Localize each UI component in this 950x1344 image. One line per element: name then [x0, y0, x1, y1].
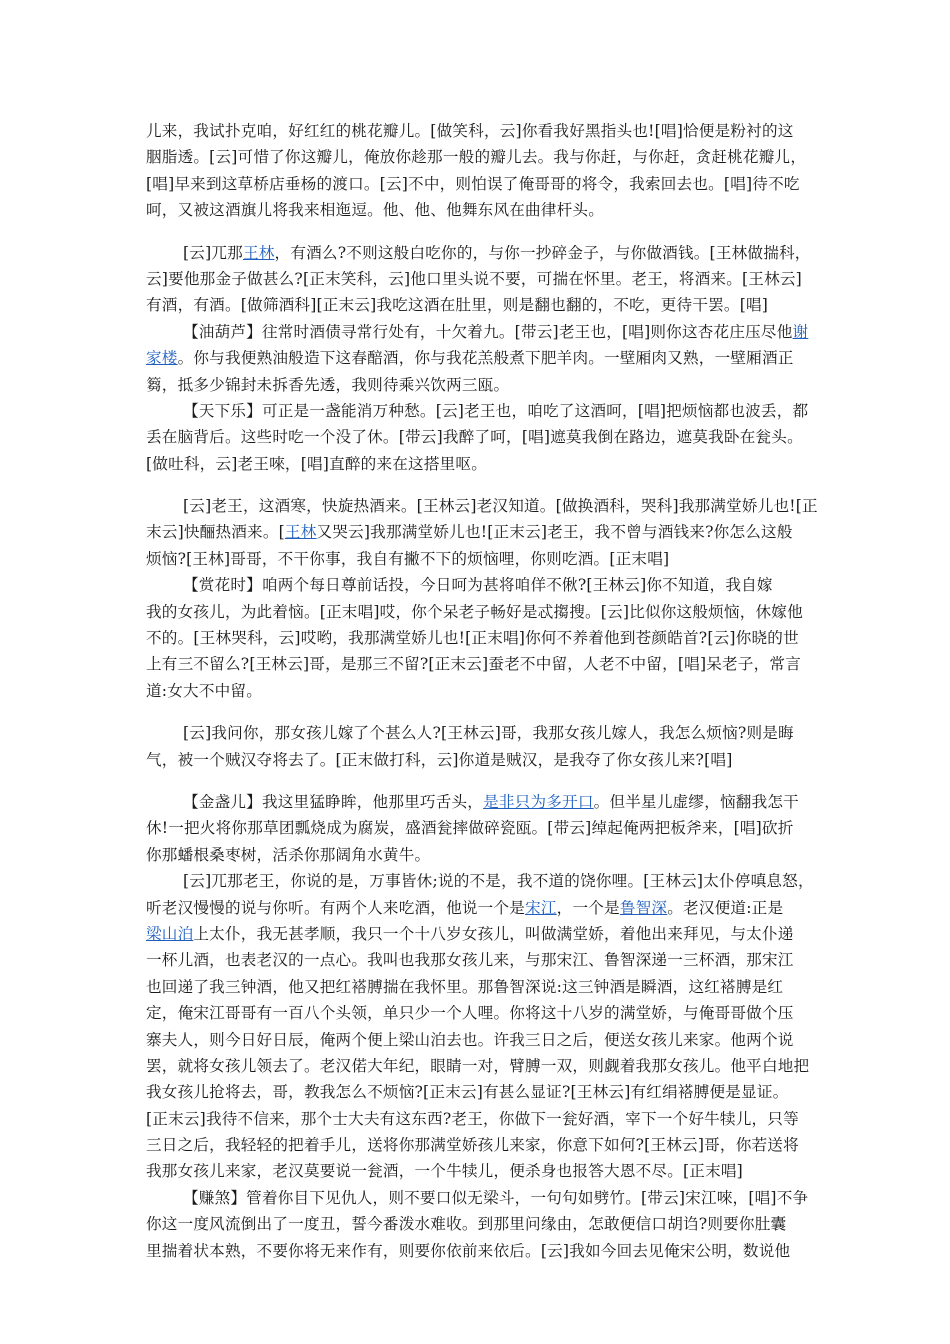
text-run: 道:女大不中留。	[146, 681, 263, 700]
text-run: 又哭云]我那满堂娇儿也![正末云]老王，我不曾与酒钱来?你怎么这般	[316, 523, 793, 542]
paragraph	[146, 398, 816, 477]
text-line	[146, 678, 816, 704]
text-run: 上有三不留么?[王林云]哥，是那三不留?[正末云]蚕老不中留，人老不中留，[唱]呆老子，常言	[146, 655, 801, 674]
hyperlink[interactable]: 宋江	[525, 898, 557, 917]
text-line	[146, 493, 816, 519]
text-line	[146, 292, 816, 318]
text-line	[146, 519, 816, 545]
text-line	[146, 398, 816, 424]
text-run: 你这一度风流倒出了一度丑，誓今番泼水难收。到那里问缘由，怎敢便信口胡诌?则要你肚囊	[146, 1215, 787, 1234]
text-run: 不的。[王林哭科，云]哎哟，我那满堂娇儿也![正末唱]你何不养着他到苍颜皓首?[云]你晓的世	[146, 629, 799, 648]
text-line	[146, 747, 816, 773]
text-line	[146, 651, 816, 677]
text-line	[146, 546, 816, 572]
text-run: [唱]早来到这草桥店垂杨的渡口。[云]不中，则怕误了俺哥哥的将令，我索回去也。[唱]待不吃	[146, 174, 800, 193]
text-line	[146, 789, 816, 815]
text-run: 里揣着状本熟，不要你将无来作有，则要你依前来依后。[云]我如今回去见俺宋公明，数说他	[146, 1241, 791, 1260]
hyperlink[interactable]: 王林	[284, 523, 317, 542]
text-line	[146, 1158, 816, 1184]
text-line	[146, 118, 816, 144]
paragraph-gap	[146, 773, 816, 789]
text-line	[146, 720, 816, 746]
text-line	[146, 842, 816, 868]
text-line	[146, 868, 816, 894]
text-run: 【金盏儿】我这里猛睁眸，他那里巧舌头，	[183, 792, 484, 811]
text-run: 。但半星儿虚缪，恼翻我怎干	[593, 792, 799, 811]
text-line	[146, 572, 816, 598]
text-run: 胭脂透。[云]可惜了你这瓣儿，俺放你趁那一般的瓣儿去。我与你赶，与你赶，贪赶桃花瓣儿，	[146, 148, 807, 167]
text-line	[146, 1185, 816, 1211]
text-run: 儿来，我试扑克咱，好红红的桃花瓣儿。[做笑科，云]你看我好黑指头也![唱]恰便是粉衬的这	[146, 122, 794, 140]
text-run: ，一个是	[556, 898, 620, 917]
text-line	[146, 1238, 816, 1264]
text-run: 呵，又被这酒旗儿将我来相迤逗。他、他、他舞东风在曲律杆头。	[146, 201, 605, 220]
text-line	[146, 319, 816, 345]
text-run: [正末云]我待不信来，那个士大夫有这东西?老王，你做下一瓮好酒，宰下一个好牛犊儿，只等	[146, 1109, 799, 1128]
text-run: 。你与我便熟油般造下这春醅酒，你与我花羔般煮下肥羊肉。一壁厢肉又熟，一壁厢酒正	[177, 349, 794, 368]
text-run: [云]兀那老王，你说的是，万事皆休;说的不是，我不道的饶你哩。[王林云]太仆停嗔息怒，	[183, 872, 814, 891]
text-run: 我的女孩儿，为此着恼。[正末唱]哎，你个呆老子畅好是忒搊搜。[云]比似你这般烦恼，休嫁他	[146, 602, 803, 621]
hyperlink[interactable]: 谢	[792, 322, 809, 341]
text-line	[146, 1000, 816, 1026]
text-line	[146, 144, 816, 170]
text-line	[146, 1053, 816, 1079]
document-page	[146, 118, 816, 1264]
text-line	[146, 1211, 816, 1237]
text-line	[146, 815, 816, 841]
text-run: 篘，抵多少锦封未拆香先透，我则待乘兴饮两三瓯。	[146, 375, 510, 394]
paragraph	[146, 868, 816, 1185]
paragraph	[146, 572, 816, 704]
text-line	[146, 947, 816, 973]
text-run: 末云]快酾热酒来。[	[146, 523, 285, 542]
paragraph	[146, 493, 816, 572]
text-run: 你那蟠根桑枣树，活杀你那阔角水黄牛。	[146, 845, 431, 864]
text-run: [云]我问你，那女孩儿嫁了个甚么人?[王林云]哥，我那女孩儿嫁人，我怎么烦恼?则是晦	[183, 724, 794, 743]
text-run: 。老汉便道:正是	[667, 898, 784, 917]
text-line	[146, 1079, 816, 1105]
text-run: 休!一把火将你那草团瓢烧成为腐炭，盛酒瓮摔做碎瓷瓯。[带云]绰起俺两把板斧来，[唱]砍折	[146, 819, 794, 838]
text-line	[146, 266, 816, 292]
hyperlink[interactable]: 王林	[242, 243, 275, 262]
text-line	[146, 372, 816, 398]
text-run: 气，被一个贼汉夺将去了。[正末做打科，云]你道是贼汉，是我夺了你女孩儿来?[唱]	[146, 750, 733, 769]
text-line	[146, 197, 816, 223]
text-line	[146, 171, 816, 197]
text-line	[146, 1027, 816, 1053]
text-line	[146, 1106, 816, 1132]
paragraph	[146, 789, 816, 868]
text-run: 也回递了我三钟酒，他又把红褡膊揣在我怀里。那鲁智深说:这三钟酒是瞬酒，这红褡膊是红	[146, 977, 784, 996]
paragraph	[146, 319, 816, 398]
text-run: 烦恼?[王林]哥哥，不干你事，我自有撇不下的烦恼哩，你则吃酒。[正末唱]	[146, 549, 670, 568]
text-line	[146, 1132, 816, 1158]
text-line	[146, 921, 816, 947]
text-run: 我女孩儿抢将去，哥，教我怎么不烦恼?[正末云]有甚么显证?[王林云]有红绢褡膊便是显证。	[146, 1083, 789, 1102]
text-run: ，有酒么?不则这般白吃你的，与你一抄碎金子，与你做酒钱。[王林做揣科，	[274, 243, 811, 262]
hyperlink[interactable]: 是非只为多开口	[483, 792, 594, 811]
text-line	[146, 625, 816, 651]
text-run: 【天下乐】可正是一盏能消万种愁。[云]老王也，咱吃了这酒呵，[唱]把烦恼都也波丢，都	[183, 401, 809, 420]
paragraph	[146, 1185, 816, 1264]
paragraph-gap	[146, 477, 816, 493]
text-line	[146, 599, 816, 625]
text-line	[146, 345, 816, 371]
text-run: 听老汉慢慢的说与你听。有两个人来吃酒，他说一个是	[146, 898, 526, 917]
text-run: 【赚煞】管着你目下见仇人，则不要口似无梁斗，一句句如劈竹。[带云]宋江唻，[唱]不争	[183, 1188, 809, 1207]
text-run: 三日之后，我轻轻的把着手儿，送将你那满堂娇孩儿来家，你意下如何?[王林云]哥，你若送将	[146, 1136, 799, 1155]
paragraph-gap	[146, 704, 816, 720]
text-line	[146, 974, 816, 1000]
text-line	[146, 240, 816, 266]
hyperlink[interactable]: 鲁智深	[619, 898, 668, 917]
text-run: 丢在脑背后。这些时吃一个没了休。[带云]我醉了呵，[唱]遮莫我倒在路边，遮莫我卧在瓮头。	[146, 428, 803, 447]
text-line	[146, 451, 816, 477]
text-run: 上太仆，我无甚孝顺，我只一个十八岁女孩儿，叫做满堂娇，着他出来拜见，与太仆递	[193, 924, 794, 943]
text-run: 【油葫芦】往常时酒债寻常行处有，十欠着九。[带云]老王也，[唱]则你这杏花庄压尽他	[183, 322, 793, 341]
text-run: 一杯儿酒，也表老汉的一点心。我叫也我那女孩儿来，与那宋江、鲁智深递一三杯酒，那宋江	[146, 951, 794, 970]
text-run: 寨夫人，则今日好日辰，俺两个便上梁山泊去也。许我三日之后，便送女孩儿来家。他两个说	[146, 1030, 794, 1049]
text-run: [做吐科，云]老王唻，[唱]直醉的来在这搭里呕。	[146, 454, 488, 473]
text-line	[146, 424, 816, 450]
hyperlink[interactable]: 梁山泊	[146, 924, 194, 943]
text-run: 【赏花时】咱两个每日尊前话投，今日呵为甚将咱佯不偢?[王林云]你不知道，我自嫁	[183, 576, 773, 595]
text-run: 我那女孩儿来家，老汉莫要说一瓮酒，一个牛犊儿，便杀身也报答大恩不尽。[正末唱]	[146, 1162, 743, 1181]
paragraph	[146, 118, 816, 224]
text-line	[146, 895, 816, 921]
text-run: 罢，就将女孩儿领去了。老汉偌大年纪，眼睛一对，臂膊一双，则觑着我那女孩儿。他平白地把	[146, 1056, 810, 1075]
hyperlink[interactable]: 家楼	[146, 349, 178, 368]
paragraph	[146, 240, 816, 319]
text-run: 定，俺宋江哥哥有一百八个头领，单只少一个人哩。你将这十八岁的满堂娇，与俺哥哥做个压	[146, 1004, 794, 1023]
text-run: [云]老王，这酒寒，快旋热酒来。[王林云]老汉知道。[做换酒科，哭科]我那满堂娇儿也![正	[183, 497, 818, 516]
text-run: 云]要他那金子做甚么?[正末笑科，云]他口里头说不要，可揣在怀里。老王，将酒来。[王林云]	[146, 269, 802, 288]
text-run: 有酒，有酒。[做筛酒科][正末云]我吃这酒在肚里，则是翻也翻的，不吃，更待干罢。[唱]	[146, 296, 769, 315]
paragraph	[146, 720, 816, 773]
text-run: [云]兀那	[183, 243, 243, 262]
paragraph-gap	[146, 224, 816, 240]
